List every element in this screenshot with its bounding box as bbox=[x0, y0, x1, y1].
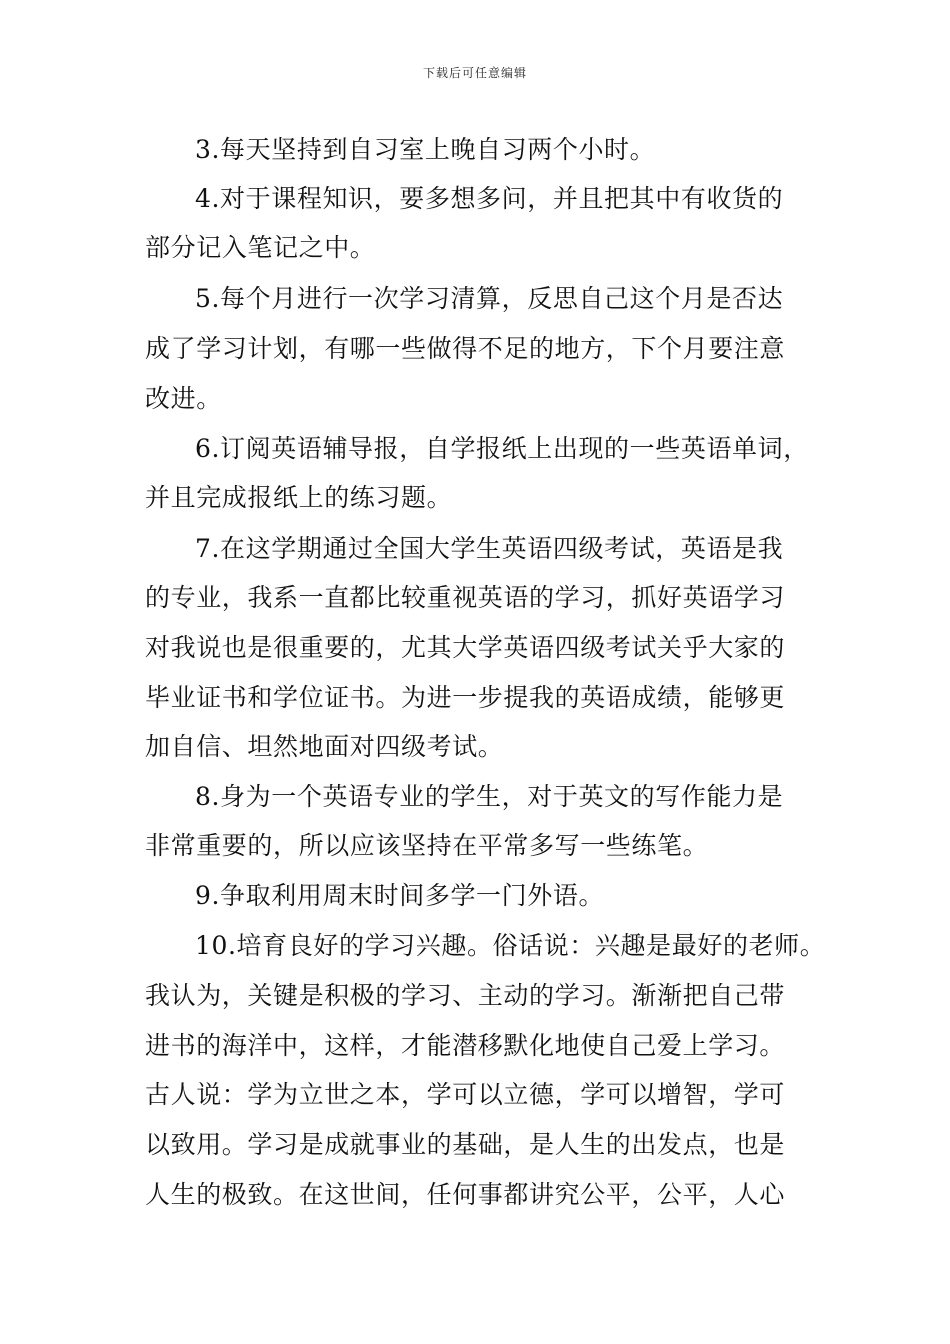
text-line: 非常重要的，所以应该坚持在平常多写一些练笔。 bbox=[145, 831, 709, 860]
text-line: 加自信、坦然地面对四级考试。 bbox=[145, 732, 504, 761]
text-line: 4.对于课程知识，要多想多问，并且把其中有收货的 bbox=[195, 184, 784, 213]
text-line: 我认为，关键是积极的学习、主动的学习。渐渐把自己带 bbox=[145, 981, 786, 1010]
text-line: 3.每天坚持到自习室上晚自习两个小时。 bbox=[195, 135, 656, 164]
text-line: 8.身为一个英语专业的学生，对于英文的写作能力是 bbox=[195, 782, 784, 811]
text-line: 的专业，我系一直都比较重视英语的学习，抓好英语学习 bbox=[145, 583, 786, 612]
text-line: 6.订阅英语辅导报，自学报纸上出现的一些英语单词， bbox=[195, 434, 809, 463]
text-line: 以致用。学习是成就事业的基础，是人生的出发点，也是 bbox=[145, 1130, 786, 1159]
text-line: 5.每个月进行一次学习清算，反思自己这个月是否达 bbox=[195, 284, 784, 313]
text-line: 改进。 bbox=[145, 384, 222, 413]
text-line: 9.争取利用周末时间多学一门外语。 bbox=[195, 881, 605, 910]
page-header: 下载后可任意编辑 bbox=[422, 66, 527, 80]
text-line: 古人说：学为立世之本，学可以立德，学可以增智，学可 bbox=[145, 1080, 786, 1109]
text-line: 10.培育良好的学习兴趣。俗话说：兴趣是最好的老师。 bbox=[195, 931, 826, 960]
text-line: 人生的极致。在这世间，任何事都讲究公平，公平，人心 bbox=[145, 1180, 786, 1209]
text-line: 成了学习计划，有哪一些做得不足的地方，下个月要注意 bbox=[145, 334, 786, 363]
text-line: 部分记入笔记之中。 bbox=[145, 233, 376, 262]
text-line: 进书的海洋中，这样，才能潜移默化地使自己爱上学习。 bbox=[145, 1031, 786, 1060]
text-line: 7.在这学期通过全国大学生英语四级考试，英语是我 bbox=[195, 534, 784, 563]
text-line: 并且完成报纸上的练习题。 bbox=[145, 483, 453, 512]
text-line: 对我说也是很重要的，尤其大学英语四级考试关乎大家的 bbox=[145, 633, 786, 662]
text-line: 毕业证书和学位证书。为进一步提我的英语成绩，能够更 bbox=[145, 683, 786, 712]
